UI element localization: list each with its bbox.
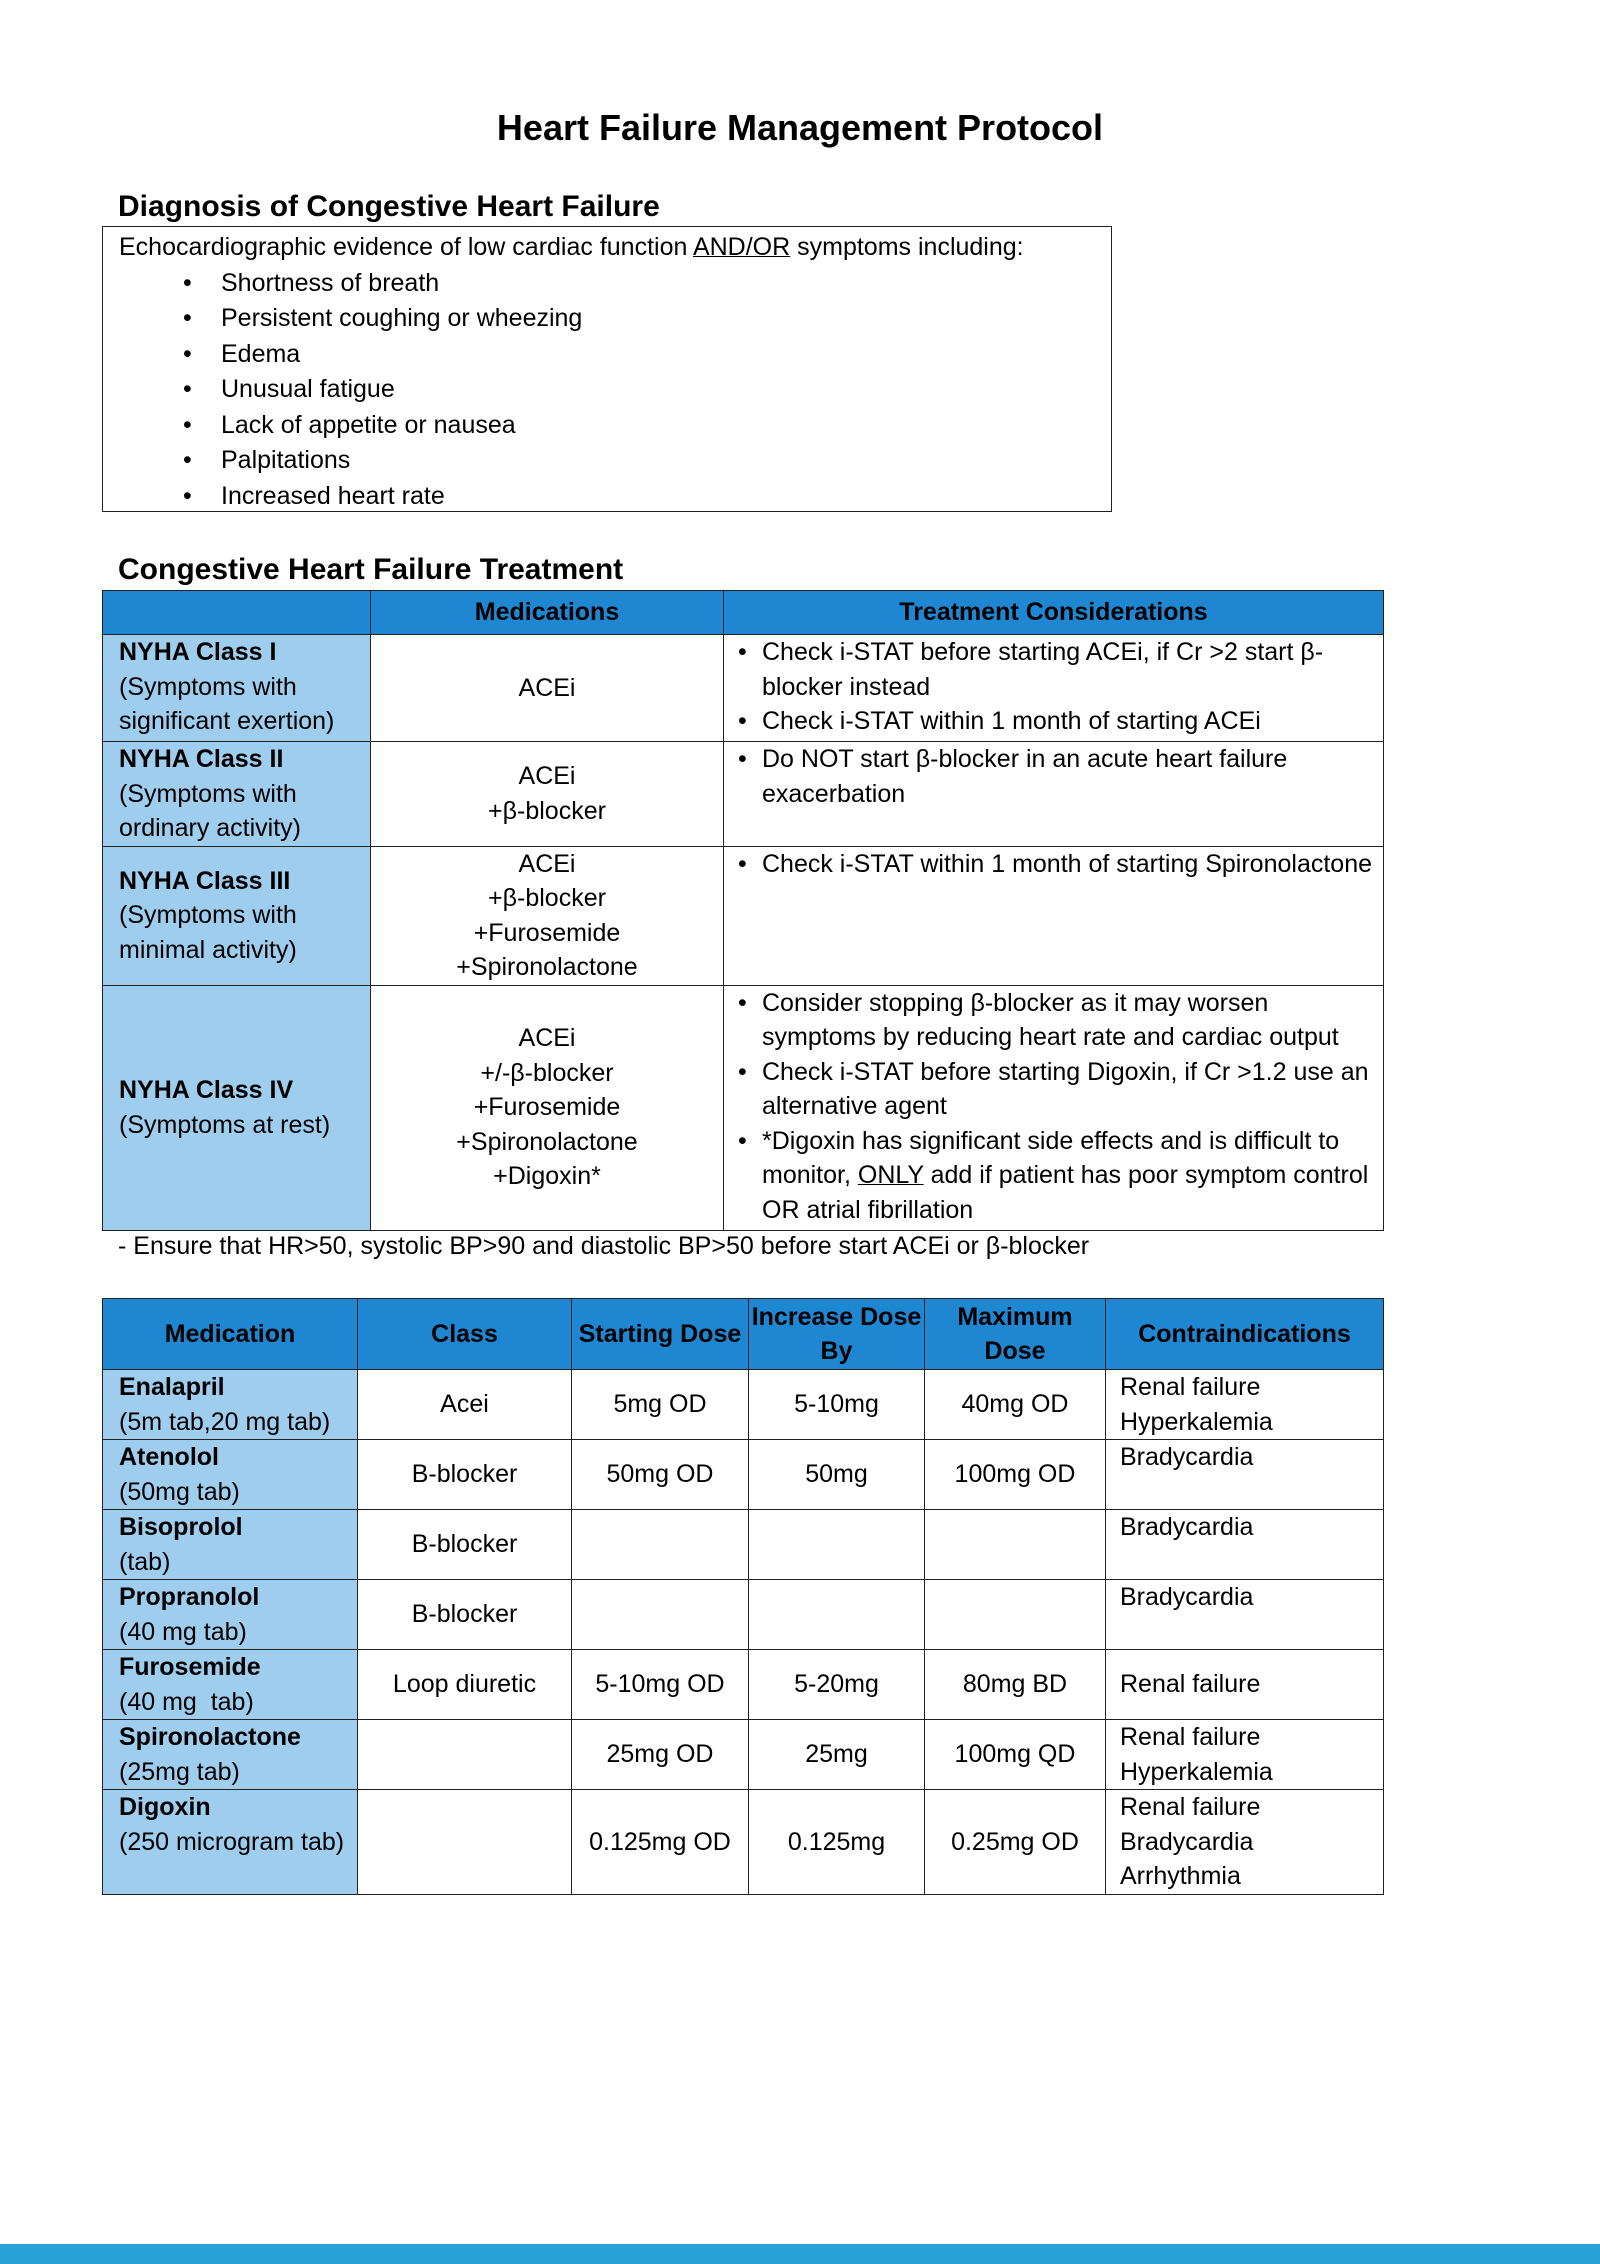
drug-form: (tab) [119, 1547, 171, 1576]
contraindication: Bradycardia [1120, 1583, 1254, 1611]
consideration-item: • Check i-STAT within 1 month of starting ACEi [762, 704, 1375, 739]
increase-dose: 50mg [749, 1440, 925, 1510]
drug-class: Acei [358, 1370, 572, 1440]
intro-text-end: symptoms including: [790, 233, 1024, 261]
drug-name: Enalapril [119, 1373, 225, 1401]
considerations-cell [724, 985, 1384, 1230]
drug-name: Bisoprolol [119, 1513, 243, 1541]
considerations-cell [724, 635, 1384, 742]
drug-class [358, 1720, 572, 1790]
maximum-dose: 0.25mg OD [925, 1790, 1106, 1895]
nyha-class-label: NYHA Class III [119, 866, 291, 895]
drug-cell [103, 1720, 358, 1790]
drug-cell [103, 1650, 358, 1720]
diagnosis-box [102, 226, 1112, 512]
only-emphasis: ONLY [857, 1161, 924, 1189]
medication-row [103, 1440, 1384, 1510]
intro-text: Echocardiographic evidence of low cardiac function [119, 233, 693, 261]
consideration-item: • Check i-STAT before starting Digoxin, if Cr >1.2 use an alternative agent [762, 1055, 1375, 1124]
drug-class: Loop diuretic [358, 1650, 572, 1720]
contraindications-cell [1106, 1720, 1384, 1790]
medication-line: +β-blocker [488, 796, 606, 825]
maximum-dose: 100mg QD [925, 1720, 1106, 1790]
treatment-row [103, 742, 1384, 847]
nyha-class-label: NYHA Class II [119, 745, 284, 773]
symptom-item: • Edema [221, 337, 1111, 373]
contraindication: Bradycardia [1120, 1513, 1254, 1541]
treatment-row [103, 985, 1384, 1230]
medications-cell [371, 846, 724, 985]
medication-line: +/-β-blocker [480, 1058, 614, 1087]
maximum-dose: 100mg OD [925, 1440, 1106, 1510]
increase-dose [749, 1510, 925, 1580]
drug-name: Furosemide [119, 1653, 261, 1681]
medication-line: ACEi [518, 1024, 576, 1053]
symptom-item: • Persistent coughing or wheezing [221, 301, 1111, 337]
treatment-col-medications: Medications [371, 591, 724, 635]
contraindications-cell [1106, 1790, 1384, 1895]
drug-form: (25mg tab) [119, 1757, 240, 1786]
drug-cell [103, 1790, 358, 1895]
medications-cell [371, 742, 724, 847]
consideration-item: • Check i-STAT within 1 month of starting Spironolactone [762, 847, 1375, 882]
diagnosis-heading: Diagnosis of Congestive Heart Failure [118, 190, 660, 223]
medication-line: +β-blocker [488, 884, 606, 912]
nyha-class-desc: (Symptoms with significant exertion) [119, 672, 335, 735]
intro-and-or: AND/OR [692, 233, 791, 261]
medication-line: +Furosemide [473, 918, 621, 947]
maximum-dose [925, 1580, 1106, 1650]
treatment-col-considerations: Treatment Considerations [724, 591, 1384, 635]
contraindication: Hyperkalemia [1120, 1407, 1273, 1436]
nyha-class-desc: (Symptoms with minimal activity) [119, 901, 297, 964]
drug-form: (50mg tab) [119, 1477, 240, 1506]
starting-dose [572, 1510, 749, 1580]
medication-row [103, 1650, 1384, 1720]
starting-dose: 5mg OD [572, 1370, 749, 1440]
medications-cell [371, 985, 724, 1230]
drug-name: Spironolactone [119, 1723, 301, 1751]
nyha-class-desc: (Symptoms with ordinary activity) [119, 779, 301, 842]
symptom-item: • Shortness of breath [221, 266, 1111, 302]
drug-class: B-blocker [358, 1580, 572, 1650]
increase-dose: 25mg [749, 1720, 925, 1790]
consideration-item: • Consider stopping β-blocker as it may worsen symptoms by reducing heart rate and cardiac output [762, 986, 1375, 1055]
maximum-dose: 40mg OD [925, 1370, 1106, 1440]
contraindication: Bradycardia [1120, 1827, 1254, 1856]
starting-dose: 0.125mg OD [572, 1790, 749, 1895]
treatment-row [103, 846, 1384, 985]
drug-name: Atenolol [119, 1443, 219, 1471]
contraindications-cell [1106, 1650, 1384, 1720]
col-contraindications: Contraindications [1106, 1299, 1384, 1370]
col-increase-dose: Increase Dose By [749, 1299, 925, 1370]
symptom-item: • Lack of appetite or nausea [221, 408, 1111, 444]
contraindications-cell [1106, 1510, 1384, 1580]
treatment-col-blank [103, 591, 371, 635]
medication-line: +Furosemide [473, 1093, 621, 1122]
consideration-item: • Do NOT start β-blocker in an acute heart failure exacerbation [762, 742, 1375, 811]
treatment-table [102, 590, 1384, 1231]
contraindications-cell [1106, 1370, 1384, 1440]
medication-header-row [103, 1299, 1384, 1370]
drug-form: (5m tab,20 mg tab) [119, 1407, 331, 1436]
contraindications-cell [1106, 1580, 1384, 1650]
increase-dose: 5-10mg [749, 1370, 925, 1440]
medication-line: +Digoxin* [493, 1162, 601, 1191]
medication-line: ACEi [518, 849, 576, 878]
maximum-dose: 80mg BD [925, 1650, 1106, 1720]
considerations-cell [724, 742, 1384, 847]
medication-table [102, 1298, 1384, 1895]
medication-row [103, 1370, 1384, 1440]
diagnosis-intro [119, 230, 1111, 266]
treatment-row [103, 635, 1384, 742]
medication-line: +Spironolactone [456, 953, 638, 981]
maximum-dose [925, 1510, 1106, 1580]
symptom-item: • Increased heart rate [221, 479, 1111, 515]
symptom-list [119, 266, 1111, 515]
nyha-class-cell [103, 985, 371, 1230]
drug-class: B-blocker [358, 1440, 572, 1510]
footer-bar [0, 2244, 1600, 2264]
drug-class: B-blocker [358, 1510, 572, 1580]
contraindication: Bradycardia [1120, 1443, 1254, 1471]
symptom-item: • Palpitations [221, 443, 1111, 479]
contraindication: Renal failure [1120, 1670, 1261, 1699]
contraindication: Renal failure [1120, 1793, 1261, 1821]
medication-line: +Spironolactone [456, 1127, 638, 1156]
nyha-class-label: NYHA Class IV [119, 1076, 294, 1104]
medication-row [103, 1580, 1384, 1650]
col-medication: Medication [103, 1299, 358, 1370]
consideration-item: • *Digoxin has significant side effects and is difficult to monitor, ONLY add if patient has poor symptom control OR atrial fibrillation [762, 1124, 1375, 1228]
page-title: Heart Failure Management Protocol [496, 107, 1104, 148]
medication-line: ACEi [518, 673, 576, 702]
considerations-cell [724, 846, 1384, 985]
drug-name: Propranolol [119, 1583, 260, 1611]
drug-cell [103, 1510, 358, 1580]
contraindication: Renal failure [1120, 1373, 1261, 1401]
starting-dose: 50mg OD [572, 1440, 749, 1510]
starting-dose: 25mg OD [572, 1720, 749, 1790]
treatment-header-row [103, 591, 1384, 635]
drug-form: (250 microgram tab) [119, 1827, 345, 1856]
treatment-heading: Congestive Heart Failure Treatment [118, 553, 624, 586]
drug-name: Digoxin [119, 1793, 211, 1821]
col-maximum-dose: Maximum Dose [925, 1299, 1106, 1370]
medications-cell [371, 635, 724, 742]
drug-cell [103, 1580, 358, 1650]
medication-row [103, 1510, 1384, 1580]
starting-dose [572, 1580, 749, 1650]
contraindication: Arrhythmia [1120, 1862, 1241, 1890]
nyha-class-cell [103, 846, 371, 985]
col-class: Class [358, 1299, 572, 1370]
contraindications-cell [1106, 1440, 1384, 1510]
increase-dose: 0.125mg [749, 1790, 925, 1895]
medication-line: ACEi [518, 762, 576, 791]
symptom-item: • Unusual fatigue [221, 372, 1111, 408]
drug-cell [103, 1370, 358, 1440]
increase-dose [749, 1580, 925, 1650]
starting-dose: 5-10mg OD [572, 1650, 749, 1720]
drug-form: (40 mg tab) [119, 1687, 254, 1716]
contraindication: Renal failure [1120, 1723, 1261, 1751]
drug-form: (40 mg tab) [119, 1617, 247, 1646]
nyha-class-cell [103, 742, 371, 847]
medication-row [103, 1790, 1384, 1895]
drug-class [358, 1790, 572, 1895]
contraindication: Hyperkalemia [1120, 1757, 1273, 1786]
increase-dose: 5-20mg [749, 1650, 925, 1720]
treatment-footnote: - Ensure that HR>50, systolic BP>90 and diastolic BP>50 before start ACEi or β-blocker [118, 1232, 1090, 1260]
consideration-item: • Check i-STAT before starting ACEi, if Cr >2 start β-blocker instead [762, 635, 1375, 704]
nyha-class-label: NYHA Class I [119, 638, 277, 666]
col-starting-dose: Starting Dose [572, 1299, 749, 1370]
drug-cell [103, 1440, 358, 1510]
nyha-class-cell [103, 635, 371, 742]
medication-row [103, 1720, 1384, 1790]
nyha-class-desc: (Symptoms at rest) [119, 1110, 331, 1139]
